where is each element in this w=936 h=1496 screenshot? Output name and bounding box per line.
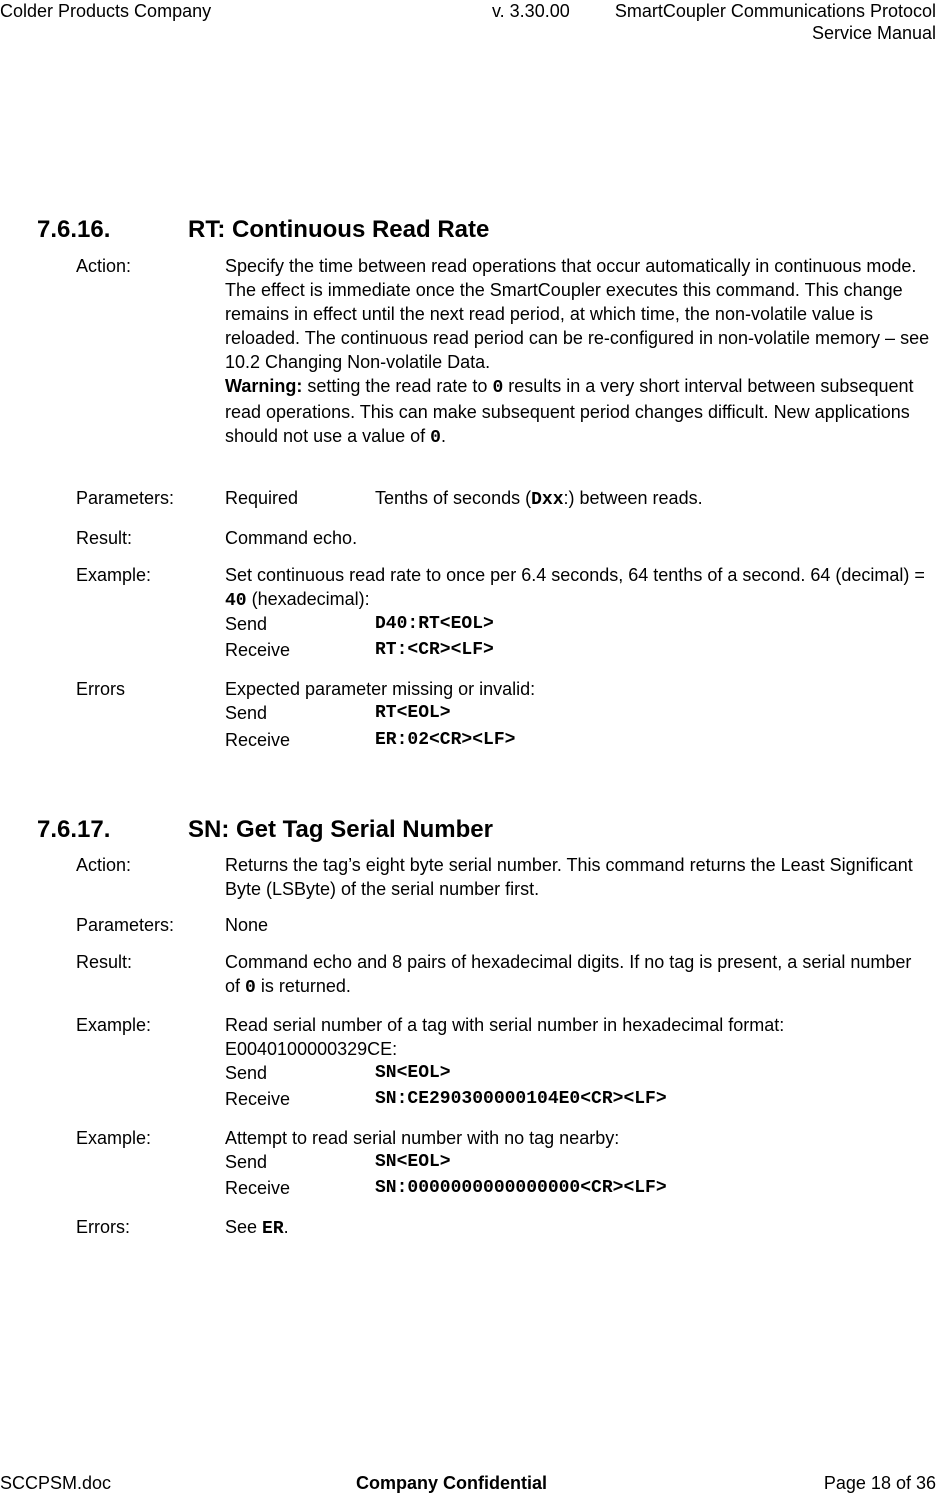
example-text: Read serial number of a tag with serial number in hexadecimal format: E0040100000329CE: <box>225 1015 785 1059</box>
errors-label: Errors <box>76 679 125 699</box>
send-value: RT<EOL> <box>375 703 451 723</box>
parameters-label: Parameters: <box>76 488 175 508</box>
receive-label: Receive <box>225 1178 291 1198</box>
footer-confidential: Company Confidential <box>356 1473 548 1493</box>
errors-label: Errors: <box>76 1217 130 1237</box>
parameters-label: Parameters: <box>76 915 175 935</box>
section-number: 7.6.17. <box>37 816 111 843</box>
receive-value: SN:0000000000000000<CR><LF> <box>375 1178 667 1198</box>
send-value: D40:RT<EOL> <box>375 614 494 634</box>
parameters-required: Required <box>225 488 299 508</box>
receive-label: Receive <box>225 1089 291 1109</box>
send-value: SN<EOL> <box>375 1063 451 1083</box>
example-label: Example: <box>76 565 152 585</box>
send-label: Send <box>225 614 268 634</box>
result-text: Command echo. <box>225 528 358 548</box>
parameters-text-part: :) between reads. <box>563 488 703 508</box>
example-text: Attempt to read serial number with no tag nearby: <box>225 1128 620 1148</box>
receive-value: SN:CE290300000104E0<CR><LF> <box>375 1089 667 1109</box>
errors-text-part: . <box>283 1217 289 1237</box>
errors-text: Expected parameter missing or invalid: <box>225 679 536 699</box>
send-value: SN<EOL> <box>375 1152 451 1172</box>
parameters-text <box>375 486 703 512</box>
warning-text: setting the read rate to <box>302 376 493 396</box>
code-value: 40 <box>225 591 247 611</box>
section-title: RT: Continuous Read Rate <box>188 216 490 243</box>
code-value: ER <box>262 1219 284 1239</box>
warning-text: results in a very short interval between subsequent read operations. This can make subsequent period changes difficult. New applications should not use a value of <box>225 376 914 446</box>
example-text <box>225 563 930 613</box>
code-value: Dxx <box>531 490 564 510</box>
receive-label: Receive <box>225 730 291 750</box>
example-label: Example: <box>76 1128 152 1148</box>
header-version: v. 3.30.00 <box>492 1 570 21</box>
parameters-text-part: Tenths of seconds ( <box>375 488 532 508</box>
warning-label: Warning: <box>225 376 303 396</box>
section-title: SN: Get Tag Serial Number <box>188 816 493 843</box>
code-value: 0 <box>430 428 441 448</box>
send-label: Send <box>225 1063 268 1083</box>
receive-value: RT:<CR><LF> <box>375 640 494 660</box>
errors-text-part: See <box>225 1217 263 1237</box>
footer-page-number: Page 18 of 36 <box>823 1473 936 1493</box>
example-text-part: (hexadecimal): <box>246 589 370 609</box>
action-description: Specify the time between read operations that occur automatically in continuous mode. The effect is immediate once the SmartCoupler executes this command. This change remains in effect until the next read period, at which time, the non-volatile value is reloaded. The continuous read period can be re-configured in non-volatile memory – see 10.2 Changing Non-volatile Data. <box>225 256 930 372</box>
example-text-part: Set continuous read rate to once per 6.4 seconds, 64 tenths of a second. 64 (decimal) = <box>225 565 925 585</box>
result-text-part: Command echo and 8 pairs of hexadecimal digits. If no tag is present, a serial number of <box>225 952 912 996</box>
action-text: Returns the tag’s eight byte serial number. This command returns the Least Significant Byte (LSByte) of the serial number first. <box>225 855 913 899</box>
parameters-text: None <box>225 915 269 935</box>
receive-value: ER:02<CR><LF> <box>375 730 516 750</box>
send-label: Send <box>225 1152 268 1172</box>
warning-paragraph <box>225 374 930 450</box>
result-label: Result: <box>76 528 133 548</box>
action-text <box>225 254 930 450</box>
warning-text: . <box>440 426 446 446</box>
example-label: Example: <box>76 1015 152 1035</box>
result-label: Result: <box>76 952 133 972</box>
action-label: Action: <box>76 256 132 276</box>
result-text-part: is returned. <box>255 976 351 996</box>
code-value: 0 <box>245 978 256 998</box>
header-company: Colder Products Company <box>0 1 212 21</box>
result-text <box>225 950 930 1000</box>
errors-text <box>225 1215 930 1241</box>
code-value: 0 <box>492 378 504 398</box>
receive-label: Receive <box>225 640 291 660</box>
header-title-line1: SmartCoupler Communications Protocol <box>614 1 936 21</box>
section-number: 7.6.16. <box>37 216 111 243</box>
send-label: Send <box>225 703 268 723</box>
action-label: Action: <box>76 855 132 875</box>
header-title <box>615 0 936 44</box>
footer-filename: SCCPSM.doc <box>0 1473 112 1493</box>
header-title-line2: Service Manual <box>811 23 936 43</box>
